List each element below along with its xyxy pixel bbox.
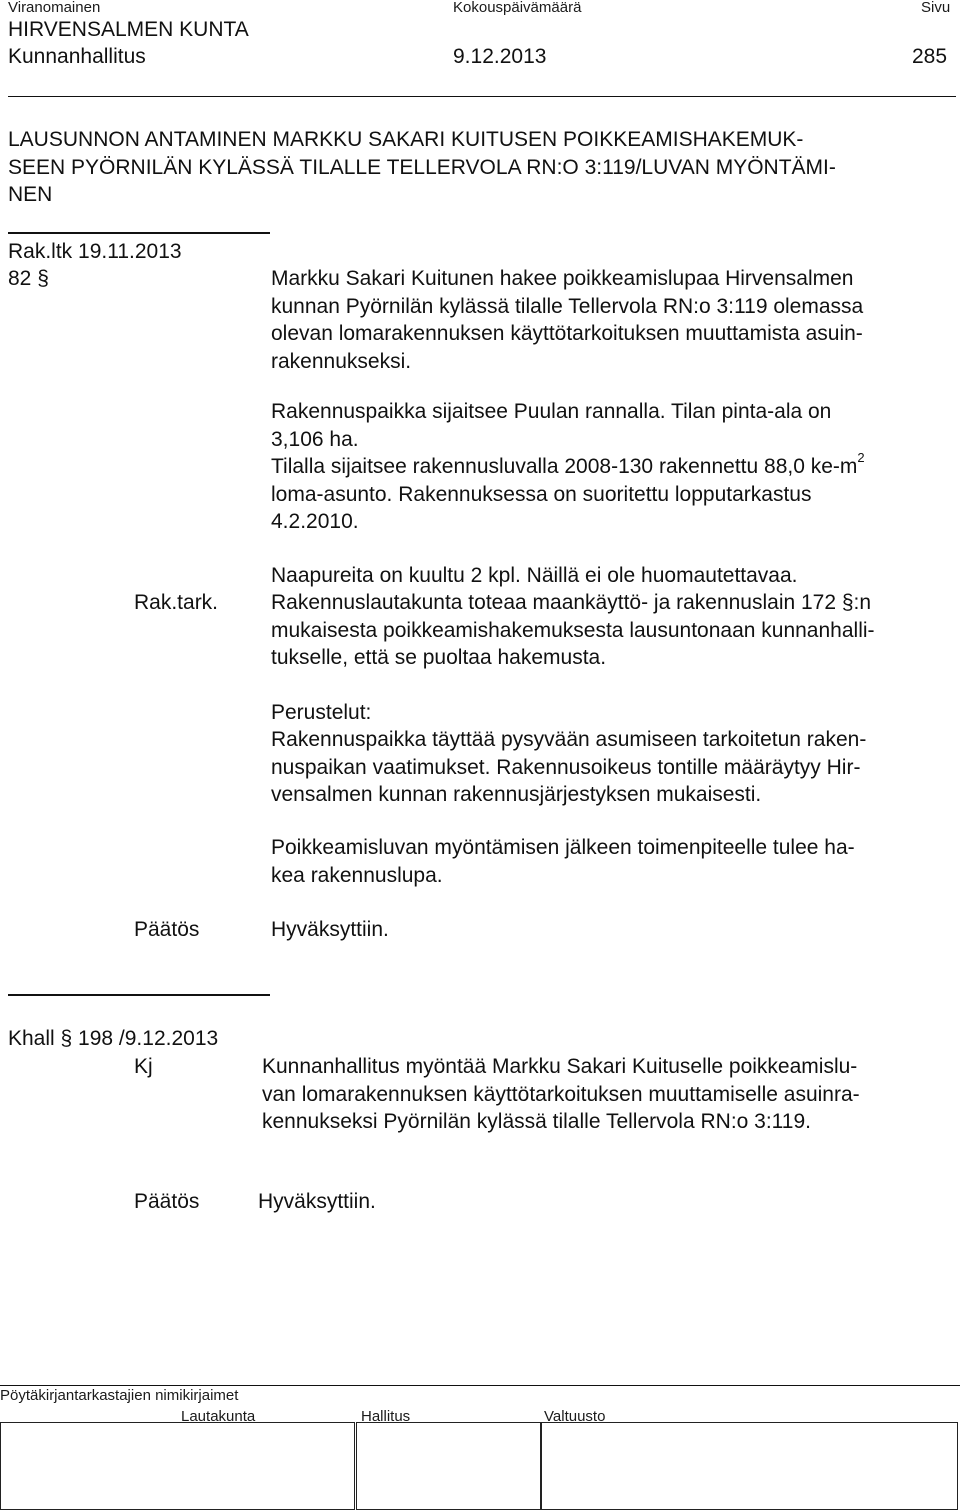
section2-reference: Khall § 198 /9.12.2013 (8, 1027, 219, 1050)
section2-decision-label: Päätös (134, 1190, 200, 1213)
section1-proposal-label: Rak.tark. (134, 591, 219, 614)
section1-paragraph2: Rakennuspaikka sijaitsee Puulan rannalla. Tilan pinta-ala on 3,106 ha. Tilalla sijaitsee rakennusluvalla 2008-130 rakennettu 88,0 $ke-m^2$ loma-asunto. Rakennuksessa on suoritettu lopputarkastus 4.2.2010. (271, 400, 865, 533)
signature-box-board (356, 1408, 541, 1510)
section1-after-text: Poikkeamisluvan myöntämisen jälkeen toimenpiteelle tulee ha- kea rakennuslupa. (271, 836, 855, 887)
header-divider (8, 96, 956, 97)
footer-initials-label: Pöytäkirjantarkastajien nimikirjaimet (0, 1387, 239, 1404)
title-underline (8, 232, 270, 234)
section1-number: 82 § (8, 267, 49, 290)
signature-box-council (541, 1408, 958, 1510)
header-authority: HIRVENSALMEN KUNTA (8, 18, 249, 41)
header-page-number: 285 (912, 45, 948, 68)
section2-proposal-label: Kj (134, 1055, 153, 1078)
footer-box1-label: Lautakunta (181, 1408, 256, 1425)
section1-reference: Rak.ltk 19.11.2013 (8, 240, 182, 263)
section1-decision: Hyväksyttiin. (271, 918, 389, 941)
item-title: LAUSUNNON ANTAMINEN MARKKU SAKARI KUITUSEN POIKKEAMISHAKEMUK- SEEN PYÖRNILÄN KYLÄSSÄ TILALLE TELLERVOLA RN:O 3:119/LUVAN MYÖNTÄMI- NEN (8, 128, 836, 206)
section1-grounds: Rakennuspaikka täyttää pysyvään asumiseen tarkoitetun raken- nuspaikan vaatimukset. Rakennusoikeus tontille määräytyy Hir- vensalmen kunnan rakennusjärjestyksen mukaisesti. (271, 728, 867, 806)
header-authority-label: Viranomainen (8, 0, 101, 16)
footer-box2-label: Hallitus (361, 1408, 411, 1425)
section1-paragraph1: Markku Sakari Kuitunen hakee poikkeamislupaa Hirvensalmen kunnan Pyörnilän kylässä tilalle Tellervola RN:o 3:119 olemassa olevan lomarakennuksen käyttötarkoituksen muuttamista asuin- rakennukseksi. (271, 267, 864, 373)
section-divider (8, 994, 270, 996)
section2-proposal: Kunnanhallitus myöntää Markku Sakari Kuituselle poikkeamislu- van lomarakennuksen käyttötarkoituksen muuttamiselle asuinra- kennukseksi Pyörnilän kylässä tilalle Tellervola RN:o 3:119. (262, 1055, 860, 1133)
section1-paragraph3: Naapureita on kuultu 2 kpl. Näillä ei ole huomautettavaa. (271, 564, 798, 587)
section2-decision: Hyväksyttiin. (258, 1190, 376, 1213)
header-page-label: Sivu (921, 0, 951, 16)
section1-proposal: Rakennuslautakunta toteaa maankäyttö- ja rakennuslain 172 §:n mukaisesta poikkeamishakemuksesta lausuntonaan kunnanhalli- tukselle, että se puoltaa hakemusta. (271, 591, 875, 669)
header-date-label: Kokouspäivämäärä (453, 0, 582, 16)
signature-box-committee (0, 1408, 355, 1510)
footer-box3-label: Valtuusto (544, 1408, 606, 1425)
section1-grounds-label: Perustelut: (271, 701, 372, 724)
header-body-name: Kunnanhallitus (8, 45, 146, 68)
header-meeting-date: 9.12.2013 (453, 45, 547, 68)
section1-decision-label: Päätös (134, 918, 200, 941)
footer-divider (0, 1385, 960, 1386)
